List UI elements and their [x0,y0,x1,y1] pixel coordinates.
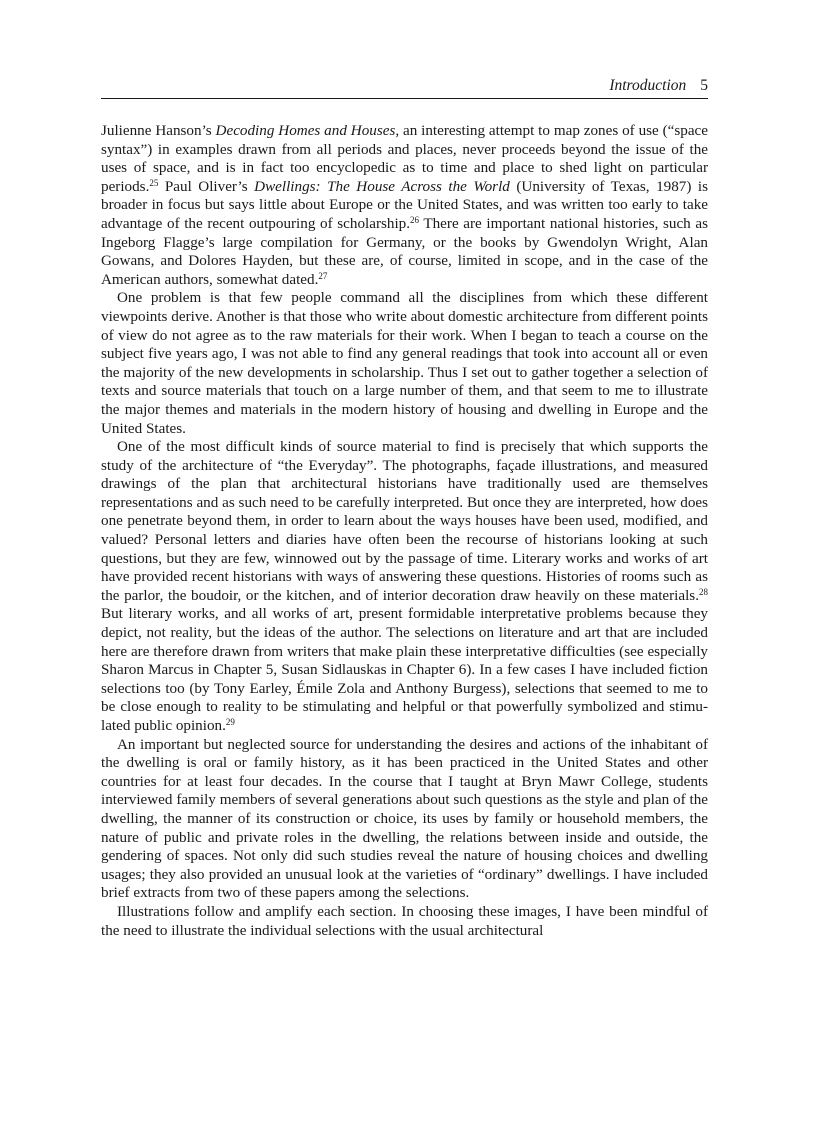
footnote-ref: 29 [225,717,235,727]
footnote-ref: 28 [699,586,708,597]
paragraph-5 [101,903,708,940]
paragraph-2 [101,289,708,438]
text-run: , an interesting attempt to map zones of use (“space syntax”) in examples drawn from all periods and places, never proceeds beyond the issue of the uses of space, and is in fact too encyclopedic as to time and place to shed light on particular periods. [101,122,708,195]
book-title: Dwellings: The House Across the World [254,177,510,195]
running-head [101,76,708,99]
text-run: An important but neglected source for understanding the desires and actions of the inhabitant of the dwelling is oral or family history, as it has been practiced in the United States and other countries for at least four decades. In the course that I taught at Bryn Mawr College, students interviewed family members of several generations about such questions as the style and plan of the dwelling, the manner of its construction or choice, its uses by family or household members, the nature of public and private roles in the dwelling, the relations between inside and outside, the gendering of spaces. Not only did such studies reveal the nature of housing choices and dwelling usages; they also provided an unusual look at the varieties of “ordinary” dwellings. I have included brief extracts from two of these papers among the selections. [101,735,708,902]
text-run: Julienne Hanson’s [101,122,216,139]
text-run: But literary works, and all works of art, present formidable interpretative problems because they depict, not reality, but the ideas of the author. The selections on literature and art that are included here are therefore drawn from writers that make plain these interpretative difficulties (see especially Sharon Marcus in Chapter 5, Susan Sidlauskas in Chapter 6). In a few cases I have included fiction selections too (by Tony Earley, Émile Zola and Anthony Burgess), selections that seemed to me to be close enough to reality to be stimulating and helpful or that powerfully symbolized and stimulated public opinion. [101,605,708,734]
text-run: One of the most difficult kinds of source material to find is precisely that which supports the study of the architecture of “the Everyday”. The photographs, façade illustrations, and measured drawings of the plan that architectural historians have traditionally used are themselves representations and as such need to be carefully interpreted. But once they are interpreted, how does one penetrate beyond them, in order to learn about the ways houses have been used, modified, and valued? Personal letters and diaries have often been the recourse of historians looking at such questions, but they are few, winnowed out by the passage of time. Literary works and works of art have provided recent historians with ways of answering these questions. Histories of rooms such as the parlor, the boudoir, or the kitchen, and of interior decoration draw heavily on these materials. [101,438,708,604]
paragraph-4 [101,736,708,903]
footnote-ref: 25 [149,177,159,188]
text-run: One problem is that few people command all the disciplines from which these different viewpoints derive. Another is that those who write about domestic architecture from different points of view do not agree as to the raw materials for their work. When I began to teach a course on the subject five years ago, I was not able to find any general readings that took into account all or even the majority of the new developments in scholarship. Thus I set out to gather together a selection of texts and source materials that touch on a large number of them, and that seem to me to illustrate the major themes and materials in the modern history of housing and dwelling in Europe and the United States. [101,289,708,437]
section-title: Introduction [609,77,687,94]
text-run: There are important national histories, such as Ingeborg Flagge’s large compilation for Germany, or the books by Gwendolyn Wright, Alan Gowans, and Dolores Hayden, but these are, of course, limited in scope, and in the case of the American authors, somewhat dated. [101,214,708,288]
paragraph-1 [101,122,708,289]
page-number: 5 [700,77,708,94]
footnote-ref: 26 [410,214,420,225]
body-text [101,122,708,940]
book-title: Decoding Homes and Houses [215,122,396,139]
text-run: Illustrations follow and amplify each section. In choosing these images, I have been mindful of the need to illustrate the individual selections with the usual architectural [101,902,708,939]
footnote-ref: 27 [318,270,328,281]
paragraph-3 [101,438,708,736]
text-run: (University of Texas, 1987) is broader in focus but says little about Europe or the United States, and was written too early to take advantage of the recent outpouring of scholarship. [101,177,708,232]
text-run: Paul Oliver’s [158,177,255,195]
